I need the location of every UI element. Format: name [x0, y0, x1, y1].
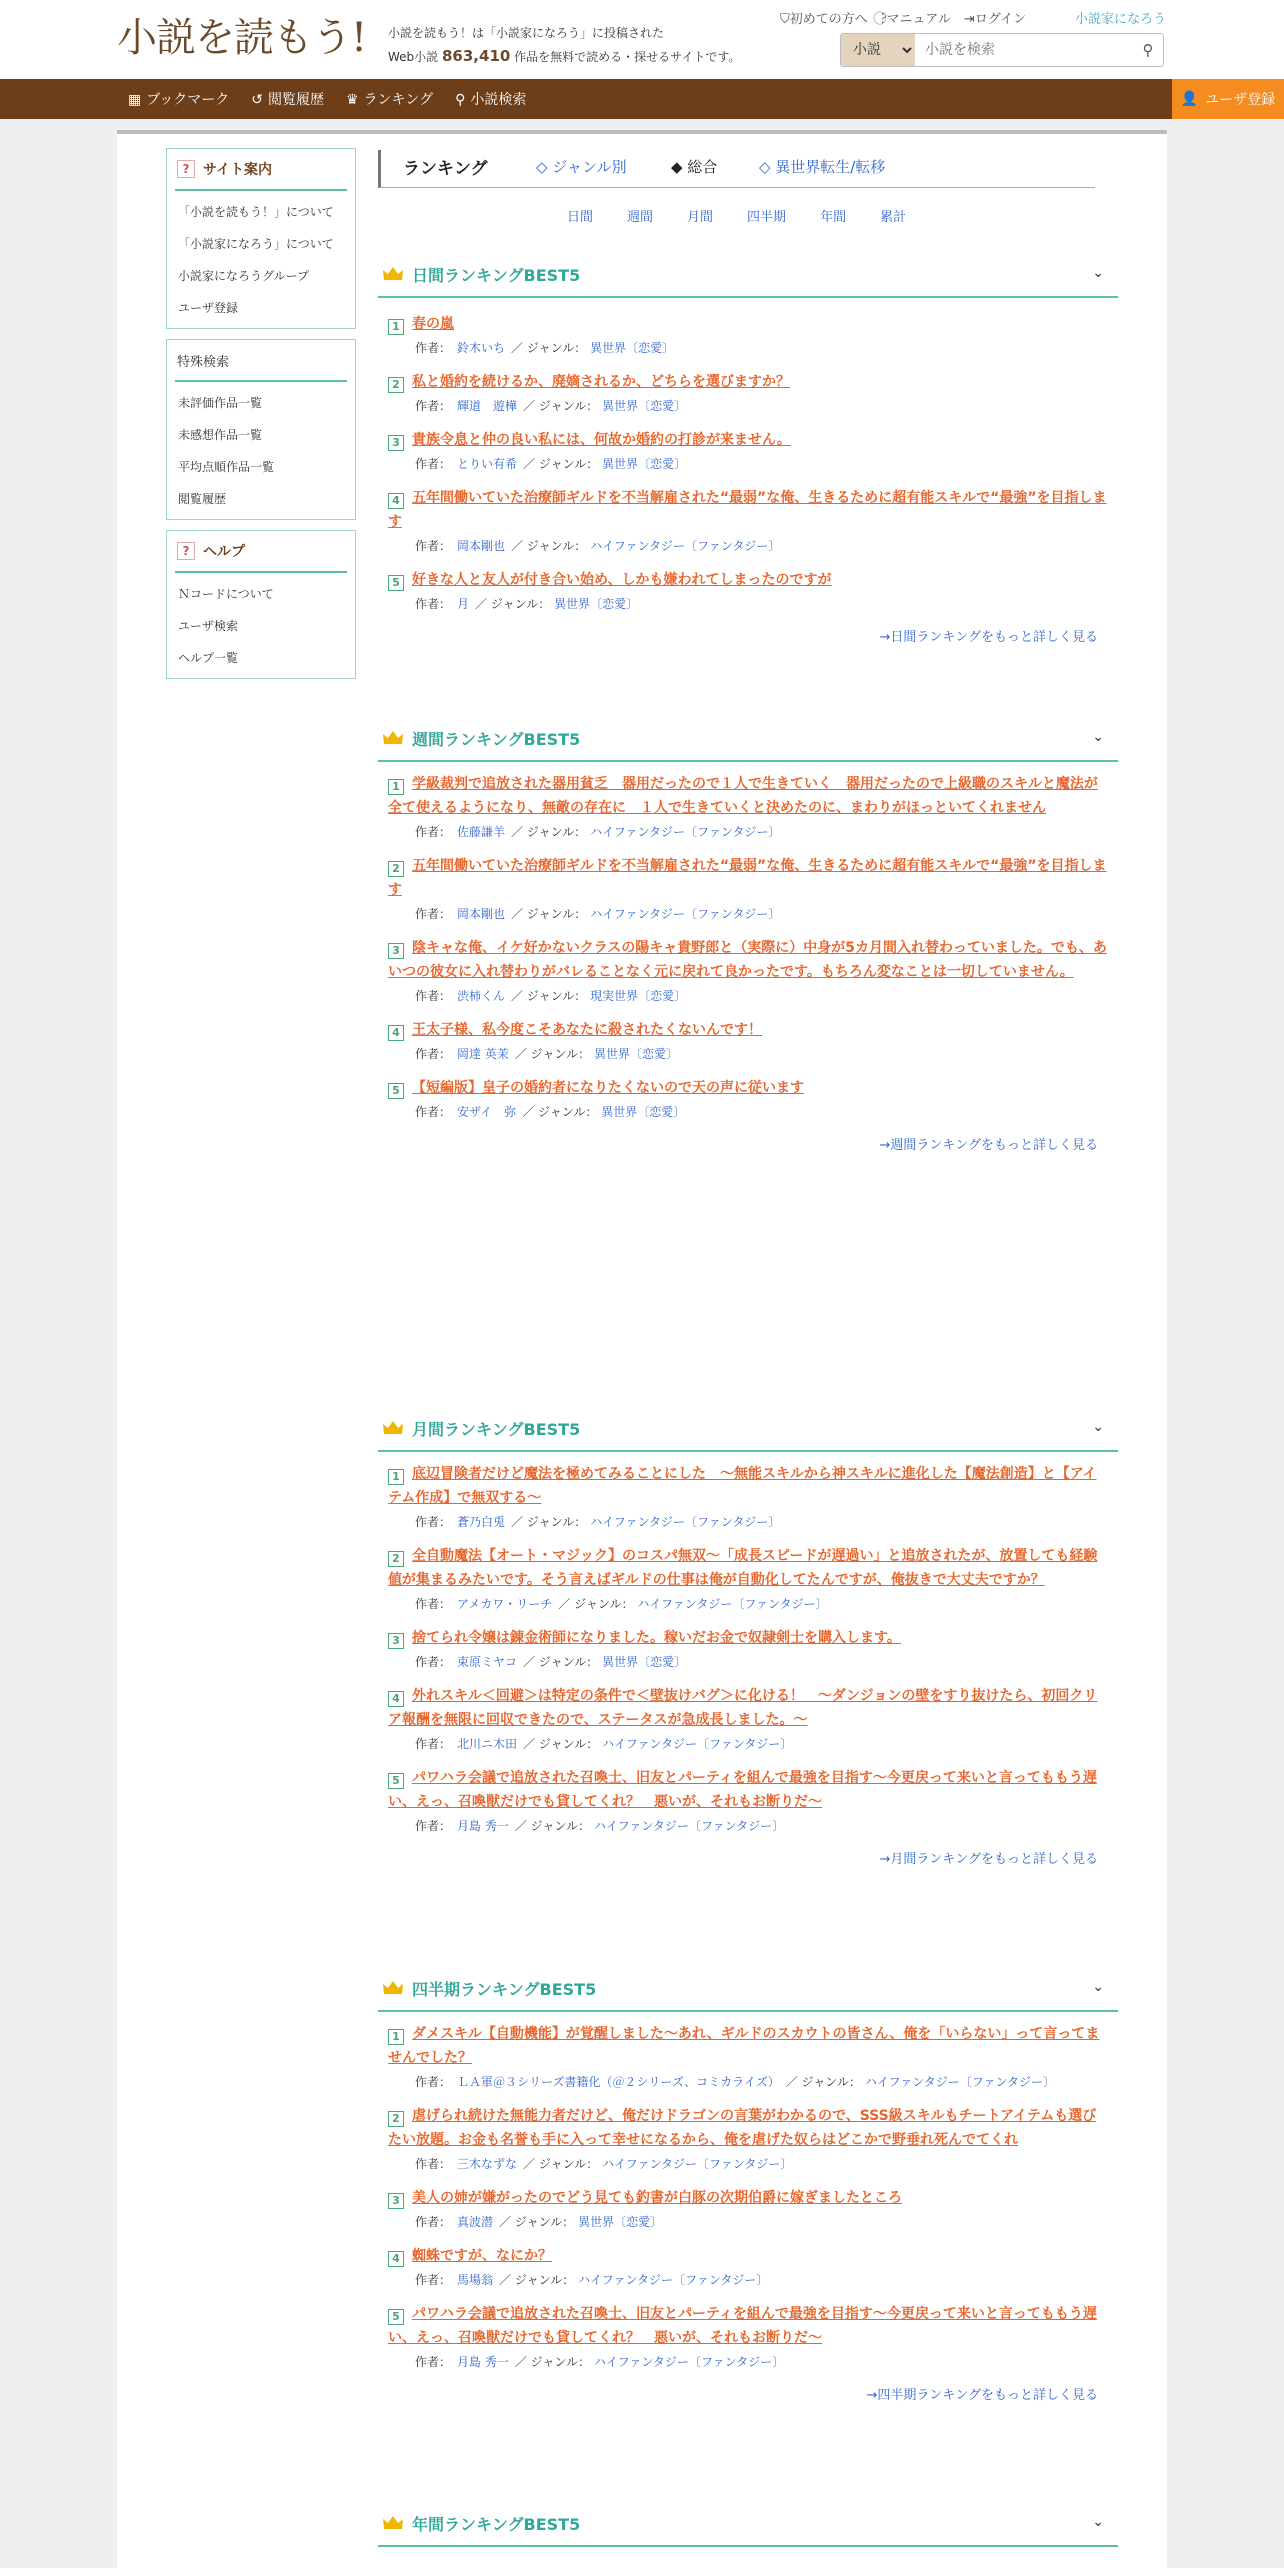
section-title: 月間ランキングBEST5: [412, 1419, 581, 1439]
genre-label: ／ ジャンル：: [523, 2157, 599, 2171]
ranking-title-line: [388, 1544, 1108, 1592]
novel-title-link[interactable]: 美人の姉が嫌がったのでどう見ても釣書が白豚の次期伯爵に嫁ぎましたところ: [412, 2190, 902, 2206]
genre-label: ／ ジャンル：: [511, 825, 587, 839]
more-ranking-link[interactable]: →週間ランキングをもっと詳しく見る: [879, 1138, 1098, 1153]
genre-link[interactable]: 異世界〔恋愛〕: [602, 457, 687, 471]
ranking-entry: [378, 1626, 1118, 1674]
author-link[interactable]: 佐藤謙羊: [457, 825, 506, 839]
ranking-title-line: [388, 568, 1108, 592]
chevron-down-icon[interactable]: ⌄: [1092, 2514, 1104, 2530]
sidebar-item[interactable]: 平均点順作品一覧: [178, 460, 275, 474]
question-icon: ?: [177, 542, 195, 560]
rank-number: 4: [388, 1691, 404, 1707]
ranking-title-line: [388, 2186, 1108, 2210]
sidebar-guide: [166, 148, 356, 329]
ranking-entry: [378, 312, 1118, 360]
genre-label: ／ ジャンル：: [511, 539, 587, 553]
author-link[interactable]: 鈴木いち: [457, 341, 506, 355]
novel-title-link[interactable]: 全自動魔法【オート・マジック】のコスパ無双〜「成長スピードが遅過い」と追放されたが、放置しても経験値が集まるみたいです。そう言えばギルドの仕事は俺が自動化してたんですが、俺抜きで大丈夫ですか？: [388, 1548, 1098, 1588]
syosetu-logo[interactable]: 小説家になろう: [1074, 12, 1166, 27]
novel-count: 863,410: [442, 47, 511, 65]
rank-number: 4: [388, 2251, 404, 2267]
genre-label: ／ ジャンル：: [523, 1737, 599, 1751]
search-icon: ⚲: [455, 92, 466, 108]
genre-link[interactable]: 異世界〔恋愛〕: [602, 399, 687, 413]
author-label: 作者：: [415, 399, 452, 413]
genre-label: ／ ジャンル：: [523, 457, 599, 471]
novel-meta: [388, 1650, 1108, 1674]
ranking-title-line: [388, 2302, 1108, 2350]
rank-number: 2: [388, 377, 404, 393]
tagline-prefix: Web小説: [388, 50, 439, 64]
ranking-title-line: [388, 486, 1108, 534]
rank-number: 3: [388, 435, 404, 451]
author-link[interactable]: 岡本剛也: [457, 539, 506, 553]
genre-label: ／ ジャンル：: [475, 597, 551, 611]
ranking-entry: [378, 936, 1118, 1008]
sidebar-item[interactable]: 小説家になろうグループ: [178, 269, 310, 283]
author-label: 作者：: [415, 1047, 452, 1061]
genre-label: ／ ジャンル：: [511, 989, 587, 1003]
novel-title-link[interactable]: 五年間働いていた治療師ギルドを不当解雇された“最弱”な俺、生きるために超有能スキルで“最強”を目指します: [388, 490, 1107, 530]
section-header[interactable]: [378, 716, 1118, 762]
ranking-title-line: [388, 1684, 1108, 1732]
genre-label: ／ ジャンル：: [514, 1047, 591, 1061]
ranking-entry: [378, 486, 1118, 558]
genre-label: ／ ジャンル：: [522, 1105, 598, 1119]
ranking-entry: [378, 2104, 1118, 2176]
tagline-line1: 小説を読もう！は「小説家になろう」に投稿された: [388, 26, 665, 40]
ranking-title-line: [388, 1076, 1108, 1100]
author-link[interactable]: 真波潜: [457, 2215, 494, 2229]
ranking-title-line: [388, 1766, 1108, 1814]
rank-number: 4: [388, 493, 404, 509]
signup-button[interactable]: 👤 ユーザ登録: [1172, 79, 1284, 119]
novel-meta: [388, 2350, 1108, 2374]
author-link[interactable]: ＬＡ軍＠３シリーズ書籍化（＠２シリーズ、コミカライズ）: [457, 2075, 780, 2089]
author-label: 作者：: [415, 1105, 452, 1119]
tab-genre[interactable]: ◇ ジャンル別: [536, 158, 627, 176]
shield-icon: ⛉: [780, 12, 790, 27]
sidebar-help-header: ? ヘルプ: [175, 531, 347, 573]
nav-history[interactable]: ↺ 閲覧履歴: [251, 92, 324, 108]
period-yearly[interactable]: 年間: [820, 210, 847, 225]
novel-meta: [388, 2070, 1108, 2094]
login-link[interactable]: ⇥ログイン: [963, 12, 1027, 27]
author-link[interactable]: 輝道 遊樺: [457, 399, 518, 413]
rank-number: 1: [388, 1469, 404, 1485]
chevron-down-icon[interactable]: ⌄: [1092, 265, 1104, 281]
sidebar-item[interactable]: Ｎコードについて: [178, 587, 274, 601]
period-daily[interactable]: 日間: [567, 210, 594, 225]
ranking-entry: [378, 2186, 1118, 2234]
ranking-entry: [378, 370, 1118, 418]
tagline-line2: [388, 45, 740, 69]
genre-label: ／ ジャンル：: [514, 1819, 591, 1833]
section-header[interactable]: [378, 1966, 1118, 2012]
genre-label: ／ ジャンル：: [523, 399, 599, 413]
nav-bookmark[interactable]: ▦ ブックマーク: [128, 92, 230, 108]
ranking-entry: [378, 428, 1118, 476]
sidebar-item[interactable]: 未感想作品一覧: [178, 428, 263, 442]
author-label: 作者：: [415, 2075, 452, 2089]
rank-number: 5: [388, 1773, 404, 1789]
author-link[interactable]: 蒼乃白兎: [457, 1515, 506, 1529]
more-ranking-link[interactable]: →月間ランキングをもっと詳しく見る: [879, 1852, 1098, 1867]
novel-title-link[interactable]: 【短編版】皇子の婚約者になりたくないので天の声に従います: [412, 1080, 804, 1096]
sidebar-special-header: 特殊検索: [175, 340, 347, 382]
ranking-entry: [378, 1544, 1118, 1616]
ranking-section: [378, 252, 1118, 645]
crown-icon: ♛: [346, 92, 359, 108]
ranking-title-line: [388, 854, 1108, 902]
author-link[interactable]: 岡達 英茉: [457, 1047, 509, 1061]
author-label: 作者：: [415, 907, 452, 921]
novel-title-link[interactable]: 学級裁判で追放された器用貧乏 器用だったので１人で生きていく 器用だったので上級職のスキルと魔法が全て使えるようになり、無敵の存在に １人で生きていくと決めたのに、まわりがほっといてくれません: [388, 776, 1098, 816]
ranking-section: [378, 716, 1118, 1153]
author-link[interactable]: 三木なずな: [457, 2157, 518, 2171]
novel-meta: [388, 1592, 1108, 1616]
novel-meta: [388, 1042, 1108, 1066]
genre-link[interactable]: ハイファンタジー〔ファンタジー〕: [593, 2355, 785, 2369]
rank-number: 5: [388, 2309, 404, 2325]
top-links: [780, 8, 1166, 27]
sidebar-item[interactable]: 未評価作品一覧: [178, 396, 263, 410]
main-container: [117, 134, 1167, 2568]
rank-number: 3: [388, 1633, 404, 1649]
rank-number: 2: [388, 2111, 404, 2127]
novel-meta: [388, 1510, 1108, 1534]
author-link[interactable]: 馬場翁: [457, 2273, 494, 2287]
novel-meta: [388, 1732, 1108, 1756]
genre-link[interactable]: ハイファンタジー〔ファンタジー〕: [602, 1737, 793, 1751]
ranking-title: ランキング: [403, 159, 488, 179]
period-weekly[interactable]: 週間: [627, 210, 654, 225]
ranking-title-line: [388, 772, 1108, 820]
novel-meta: [388, 902, 1108, 926]
author-link[interactable]: 月島 秀一: [457, 2355, 509, 2369]
ranking-title-line: [388, 2104, 1108, 2152]
novel-meta: [388, 2210, 1108, 2234]
search-form: [840, 33, 1164, 67]
author-label: 作者：: [415, 1737, 452, 1751]
sidebar-help: [166, 530, 356, 679]
main-nav: [0, 79, 1284, 119]
author-label: 作者：: [415, 2157, 452, 2171]
rank-number: 2: [388, 861, 404, 877]
rank-number: 1: [388, 319, 404, 335]
chevron-down-icon[interactable]: ⌄: [1092, 729, 1104, 745]
ranking-section: [378, 2501, 1118, 2547]
novel-title-link[interactable]: パワハラ会議で追放された召喚士、旧友とパーティを組んで最強を目指す～今更戻って来いと言ってももう遅い、えっ、召喚獣だけでも貸してくれ？ 悪いが、それもお断りだ～: [388, 1770, 1097, 1810]
genre-label: ／ ジャンル：: [499, 2215, 575, 2229]
author-label: 作者：: [415, 2273, 452, 2287]
search-input[interactable]: [915, 34, 1133, 66]
author-link[interactable]: 月島 秀一: [457, 1819, 509, 1833]
period-links: [567, 206, 987, 225]
author-label: 作者：: [415, 1819, 452, 1833]
author-label: 作者：: [415, 2355, 452, 2369]
ranking-entry: [378, 854, 1118, 926]
novel-title-link[interactable]: 捨てられ令嬢は錬金術師になりました。稼いだお金で奴隷剣士を購入します。: [412, 1630, 901, 1646]
author-label: 作者：: [415, 341, 452, 355]
section-header[interactable]: [378, 2501, 1118, 2547]
genre-label: ／ ジャンル：: [511, 1515, 587, 1529]
crown-icon: [382, 1420, 404, 1436]
user-icon: 👤: [1180, 91, 1199, 107]
author-link[interactable]: 束原ミヤコ: [457, 1655, 518, 1669]
section-header[interactable]: [378, 1406, 1118, 1452]
genre-link[interactable]: 異世界〔恋愛〕: [593, 1047, 678, 1061]
search-type-select[interactable]: [841, 34, 915, 66]
ranking-entry: [378, 1462, 1118, 1534]
list-icon: ▦: [128, 92, 142, 108]
ranking-entry: [378, 1766, 1118, 1838]
sidebar-guide-header: ? サイト案内: [175, 149, 347, 191]
genre-link[interactable]: ハイファンタジー〔ファンタジー〕: [590, 907, 781, 921]
novel-title-link[interactable]: 春の嵐: [412, 316, 454, 332]
more-ranking-link[interactable]: →四半期ランキングをもっと詳しく見る: [866, 2388, 1098, 2403]
beginner-link[interactable]: ⛉初めての方へ: [780, 12, 868, 27]
author-label: 作者：: [415, 825, 452, 839]
history-icon: ↺: [251, 92, 263, 108]
genre-label: ／ ジャンル：: [511, 341, 587, 355]
ranking-entry: [378, 568, 1118, 616]
rank-number: 2: [388, 1551, 404, 1567]
tab-isekai[interactable]: ◇ 異世界転生/転移: [759, 158, 886, 176]
novel-title-link[interactable]: 蜘蛛ですが、なにか？: [412, 2248, 552, 2264]
novel-meta: [388, 534, 1108, 558]
novel-title-link[interactable]: 好きな人と友人が付き合い始め、しかも嫌われてしまったのですが: [412, 572, 832, 588]
ranking-entry: [378, 1684, 1118, 1756]
novel-meta: [388, 2152, 1108, 2176]
novel-title-link[interactable]: 貴族令息と仲の良い私には、何故か婚約の打診が来ません。: [412, 432, 791, 448]
author-link[interactable]: 岡本剛也: [457, 907, 506, 921]
ranking-entry: [378, 2022, 1118, 2094]
search-button[interactable]: [1133, 34, 1163, 66]
genre-link[interactable]: ハイファンタジー〔ファンタジー〕: [864, 2075, 1056, 2089]
chevron-down-icon[interactable]: ⌄: [1092, 1419, 1104, 1435]
genre-label: ／ ジャンル：: [499, 2273, 575, 2287]
rank-number: 1: [388, 2029, 404, 2045]
novel-title-link[interactable]: 私と婚約を続けるか、廃嫡されるか、どちらを選びますか？: [412, 374, 790, 390]
genre-label: ／ ジャンル：: [523, 1655, 599, 1669]
question-icon: ?: [177, 160, 195, 178]
ranking-section: [378, 1406, 1118, 1867]
genre-link[interactable]: 現実世界〔恋愛〕: [590, 989, 687, 1003]
ranking-title-line: [388, 2244, 1108, 2268]
novel-meta: [388, 1100, 1108, 1124]
author-link[interactable]: 渋柿くん: [457, 989, 506, 1003]
genre-link[interactable]: ハイファンタジー〔ファンタジー〕: [590, 539, 781, 553]
section-title: 日間ランキングBEST5: [412, 265, 581, 285]
genre-link[interactable]: 異世界〔恋愛〕: [601, 1105, 686, 1119]
genre-link[interactable]: ハイファンタジー〔ファンタジー〕: [590, 825, 781, 839]
genre-link[interactable]: 異世界〔恋愛〕: [578, 2215, 663, 2229]
crown-icon: [382, 2515, 404, 2531]
ranking-title-line: [388, 1018, 1108, 1042]
genre-link[interactable]: ハイファンタジー〔ファンタジー〕: [637, 1597, 828, 1611]
nav-ranking[interactable]: ♛ ランキング: [346, 92, 434, 108]
rank-number: 4: [388, 1025, 404, 1041]
crown-icon: [382, 266, 404, 282]
ranking-title-line: [388, 936, 1108, 984]
more-ranking-link[interactable]: →日間ランキングをもっと詳しく見る: [879, 630, 1098, 645]
ranking-entry: [378, 2244, 1118, 2292]
novel-title-link[interactable]: ダメスキル【自動機能】が覚醒しました〜あれ、ギルドのスカウトの皆さん、俺を「いらない」って言ってませんでした？: [388, 2026, 1100, 2066]
tab-total[interactable]: ◆ 総合: [671, 158, 718, 176]
sidebar-item[interactable]: 「小説を読もう！」について: [178, 205, 334, 219]
ranking-tabs: [378, 150, 1095, 188]
ranking-entry: [378, 772, 1118, 844]
novel-title-link[interactable]: 五年間働いていた治療師ギルドを不当解雇された“最弱”な俺、生きるために超有能スキルで“最強”を目指します: [388, 858, 1107, 898]
author-link[interactable]: 安ザイ 弥: [457, 1105, 517, 1119]
section-title: 年間ランキングBEST5: [412, 2514, 581, 2534]
period-cumulative[interactable]: 累計: [880, 210, 907, 225]
genre-label: ／ ジャンル：: [514, 2355, 591, 2369]
site-logo[interactable]: 小説を読もう!: [117, 15, 367, 61]
author-label: 作者：: [415, 1597, 452, 1611]
novel-meta: [388, 1814, 1108, 1838]
site-tagline: [388, 22, 740, 69]
genre-link[interactable]: ハイファンタジー〔ファンタジー〕: [590, 1515, 781, 1529]
rank-number: 5: [388, 575, 404, 591]
rank-number: 3: [388, 943, 404, 959]
author-label: 作者：: [415, 597, 452, 611]
novel-title-link[interactable]: 陰キャな俺、イケ好かないクラスの陽キャ貴野郎と（実際に）中身が5カ月間入れ替わっていました。でも、あいつの彼女に入れ替わりがバレることなく元に戻れて良かったです。もちろん変なことは一切していません。: [388, 940, 1107, 980]
ranking-entry: [378, 1018, 1118, 1066]
sidebar-item[interactable]: 閲覧履歴: [178, 492, 227, 506]
author-label: 作者：: [415, 989, 452, 1003]
site-header: [0, 0, 1284, 79]
section-title: 四半期ランキングBEST5: [412, 1979, 597, 1999]
author-link[interactable]: アメカワ・リーチ: [457, 1597, 553, 1611]
ranking-title-line: [388, 2022, 1108, 2070]
author-label: 作者：: [415, 1515, 452, 1529]
ranking-entry: [378, 2302, 1118, 2374]
ranking-title-line: [388, 428, 1108, 452]
sidebar-item[interactable]: ヘルプ一覧: [178, 651, 239, 665]
ranking-title-line: [388, 370, 1108, 394]
novel-meta: [388, 984, 1108, 1008]
question-icon: ?⃝: [880, 12, 887, 27]
ranking-entry: [378, 1076, 1118, 1124]
genre-link[interactable]: ハイファンタジー〔ファンタジー〕: [602, 2157, 793, 2171]
novel-meta: [388, 452, 1108, 476]
novel-title-link[interactable]: パワハラ会議で追放された召喚士、旧友とパーティを組んで最強を目指す～今更戻って来いと言ってももう遅い、えっ、召喚獣だけでも貸してくれ？ 悪いが、それもお断りだ～: [388, 2306, 1097, 2346]
rank-number: 5: [388, 1083, 404, 1099]
genre-link[interactable]: 異世界〔恋愛〕: [554, 597, 639, 611]
period-quarterly[interactable]: 四半期: [747, 210, 787, 225]
sidebar-special: [166, 339, 356, 520]
novel-meta: [388, 336, 1108, 360]
nav-search[interactable]: ⚲ 小説検索: [455, 92, 527, 108]
tagline-suffix: 作品を無料で読める・探せるサイトです。: [514, 50, 741, 64]
crown-icon: [382, 1980, 404, 1996]
novel-meta: [388, 820, 1108, 844]
ranking-section: [378, 1966, 1118, 2403]
rank-number: 3: [388, 2193, 404, 2209]
genre-label: ／ ジャンル：: [785, 2075, 861, 2089]
sidebar-item[interactable]: ユーザ登録: [178, 301, 239, 315]
genre-label: ／ ジャンル：: [558, 1597, 634, 1611]
author-label: 作者：: [415, 539, 452, 553]
novel-title-link[interactable]: 底辺冒険者だけど魔法を極めてみることにした ～無能スキルから神スキルに進化した【魔法創造】と【アイテム作成】で無双する～: [388, 1466, 1097, 1506]
chevron-down-icon[interactable]: ⌄: [1092, 1979, 1104, 1995]
author-link[interactable]: 北川ニ木田: [457, 1737, 518, 1751]
author-label: 作者：: [415, 457, 452, 471]
genre-link[interactable]: 異世界〔恋愛〕: [590, 341, 675, 355]
novel-meta: [388, 592, 1108, 616]
ranking-title-line: [388, 312, 1108, 336]
author-link[interactable]: 月: [457, 597, 470, 611]
genre-link[interactable]: ハイファンタジー〔ファンタジー〕: [578, 2273, 769, 2287]
login-icon: ⇥: [963, 12, 975, 27]
ranking-title-line: [388, 1626, 1108, 1650]
genre-link[interactable]: ハイファンタジー〔ファンタジー〕: [593, 1819, 785, 1833]
section-title: 週間ランキングBEST5: [412, 729, 581, 749]
novel-title-link[interactable]: 虐げられ続けた無能力者だけど、俺だけドラゴンの言葉がわかるので、SSS級スキルもチートアイテムも選びたい放題。お金も名誉も手に入って幸せになるから、俺を虐げた奴らはどこかで野垂れ死んでてくれ: [388, 2108, 1097, 2148]
genre-label: ／ ジャンル：: [511, 907, 587, 921]
ranking-title-line: [388, 1462, 1108, 1510]
author-link[interactable]: とりい有希: [457, 457, 518, 471]
search-icon: ⚲: [1142, 41, 1154, 59]
sidebar-item[interactable]: ユーザ検索: [178, 619, 239, 633]
rank-number: 1: [388, 779, 404, 795]
novel-title-link[interactable]: 外れスキル＜回避＞は特定の条件で＜壁抜けバグ＞に化ける！ ～ダンジョンの壁をすり抜けたら、初回クリア報酬を無限に回収できたので、ステータスが急成長しました。～: [388, 1688, 1098, 1728]
author-label: 作者：: [415, 2215, 452, 2229]
author-label: 作者：: [415, 1655, 452, 1669]
novel-title-link[interactable]: 王太子様、私今度こそあなたに殺されたくないんです！: [412, 1022, 762, 1038]
genre-link[interactable]: 異世界〔恋愛〕: [602, 1655, 687, 1669]
novel-meta: [388, 394, 1108, 418]
crown-icon: [382, 730, 404, 746]
sidebar-item[interactable]: 「小説家になろう」について: [178, 237, 334, 251]
period-monthly[interactable]: 月間: [687, 210, 714, 225]
section-header[interactable]: [378, 252, 1118, 298]
manual-link[interactable]: ?⃝マニュアル: [880, 12, 951, 27]
novel-meta: [388, 2268, 1108, 2292]
